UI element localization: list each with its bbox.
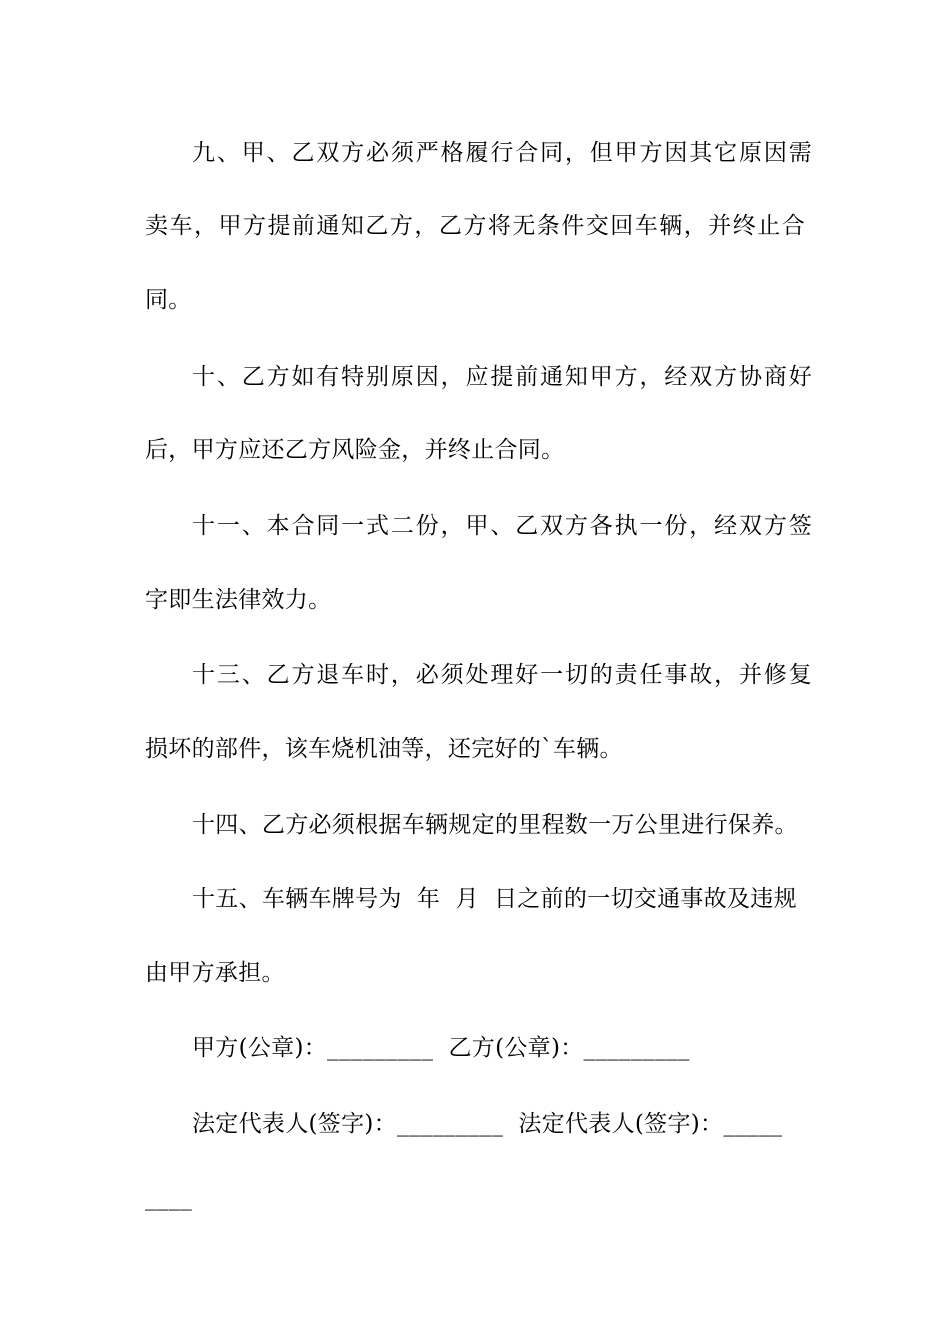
clause-15-line-2: 由甲方承担。	[145, 960, 285, 986]
clause-11-line-1: 十一、本合同一式二份，甲、乙双方各执一份，经双方签	[192, 513, 812, 539]
clause-13-line-1: 十三、乙方退车时，必须处理好一切的责任事故，并修复	[192, 662, 812, 688]
clause-13-line-2: 损坏的部件，该车烧机油等，还完好的`车辆。	[145, 736, 623, 762]
clause-14-line-1: 十四、乙方必须根据车辆规定的里程数一万公里进行保养。	[192, 812, 798, 838]
representative-signature-line: 法定代表人(签字)：_________ 法定代表人(签字)：_____	[192, 1111, 783, 1137]
clause-10-line-2: 后，甲方应还乙方风险金，并终止合同。	[145, 437, 565, 463]
seal-signature-line: 甲方(公章)：_________ 乙方(公章)：_________	[192, 1035, 690, 1061]
clause-11-line-2: 字即生法律效力。	[145, 587, 332, 613]
clause-9-line-2: 卖车，甲方提前通知乙方，乙方将无条件交回车辆，并终止合	[145, 213, 805, 239]
clause-10-line-1: 十、乙方如有特别原因，应提前通知甲方，经双方协商好	[192, 364, 812, 390]
representative-signature-line-continued: ____	[145, 1185, 193, 1211]
clause-9-line-1: 九、甲、乙双方必须严格履行合同，但甲方因其它原因需	[192, 140, 812, 166]
clause-15-line-1: 十五、车辆车牌号为 年 月 日之前的一切交通事故及违规	[192, 886, 797, 912]
clause-9-line-3: 同。	[145, 287, 192, 313]
